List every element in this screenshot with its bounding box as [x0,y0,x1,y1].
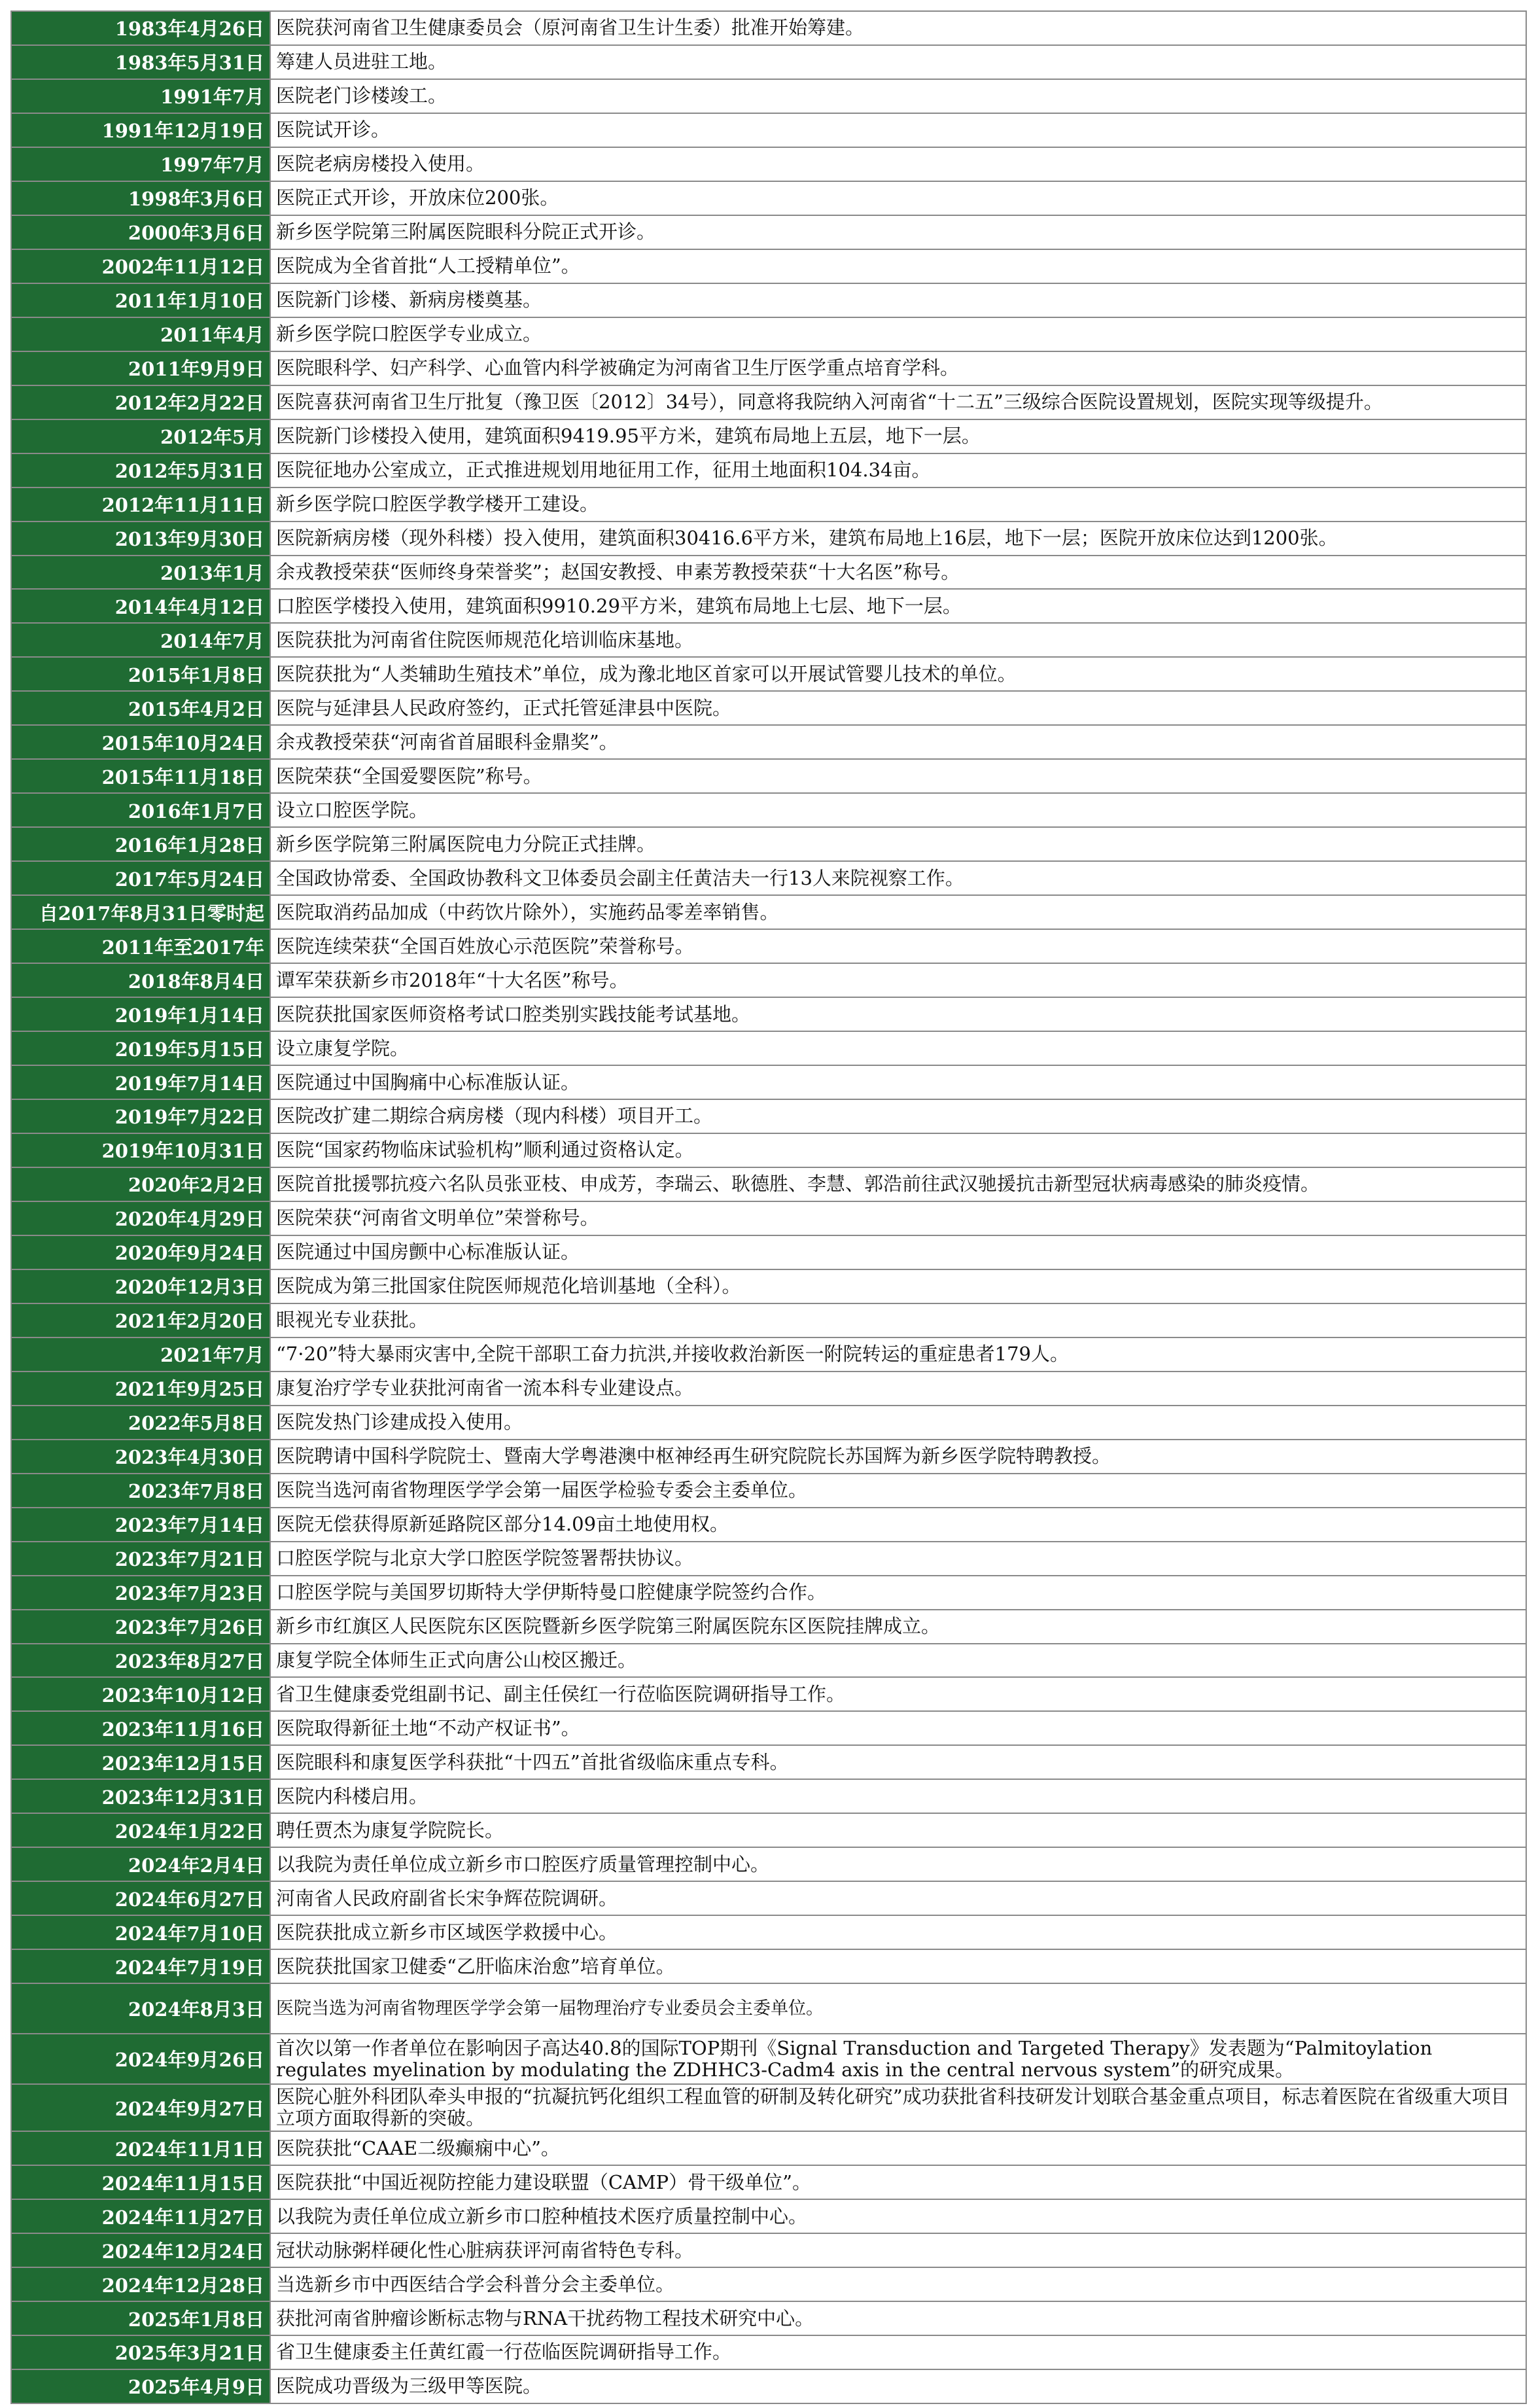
timeline-row [11,1542,1526,1576]
timeline-date: 2021年7月 [11,1337,270,1372]
timeline-event: 医院心脏外科团队牵头申报的“抗凝抗钙化组织工程血管的研制及转化研究”成功获批省科技研发计划联合基金重点项目，标志着医院在省级重大项目立项方面取得新的突破。 [270,2084,1526,2131]
timeline-event: 新乡医学院第三附属医院电力分院正式挂牌。 [270,827,1526,861]
timeline-event: 医院眼科和康复医学科获批“十四五”首批省级临床重点专科。 [270,1745,1526,1779]
timeline-event: 冠状动脉粥样硬化性心脏病获评河南省特色专科。 [270,2233,1526,2267]
timeline-date: 2025年4月9日 [11,2369,270,2403]
timeline-row [11,1915,1526,1949]
timeline-event: 医院取得新征土地“不动产权证书”。 [270,1711,1526,1745]
timeline-row [11,1745,1526,1779]
timeline-row [11,2131,1526,2165]
timeline-row [11,1881,1526,1915]
timeline-row [11,1337,1526,1372]
timeline-row [11,1303,1526,1337]
timeline-row [11,1949,1526,1983]
timeline-date: 2019年5月15日 [11,1031,270,1065]
timeline-date: 2024年9月27日 [11,2084,270,2131]
timeline-date: 2015年1月8日 [11,657,270,691]
timeline-row [11,522,1526,556]
timeline-event: 医院获批“CAAE二级癫痫中心”。 [270,2131,1526,2165]
timeline-date: 2017年5月24日 [11,861,270,895]
timeline-date: 2023年4月30日 [11,1440,270,1474]
timeline-row [11,1440,1526,1474]
timeline-row [11,45,1526,79]
timeline-date: 2011年1月10日 [11,283,270,317]
timeline-row [11,759,1526,793]
timeline-date: 2021年2月20日 [11,1303,270,1337]
timeline-row [11,1644,1526,1678]
timeline-event: 医院征地办公室成立，正式推进规划用地征用工作，征用土地面积104.34亩。 [270,453,1526,487]
timeline-date: 2024年6月27日 [11,1881,270,1915]
timeline-date: 2015年4月2日 [11,691,270,725]
timeline-row [11,1269,1526,1303]
timeline-date: 2021年9月25日 [11,1372,270,1406]
timeline-event: 医院通过中国房颤中心标准版认证。 [270,1235,1526,1269]
timeline-event: 医院内科楼启用。 [270,1779,1526,1813]
timeline-event: 设立口腔医学院。 [270,793,1526,827]
hospital-history-timeline-table [10,10,1527,2404]
timeline-row [11,1406,1526,1440]
timeline-row [11,997,1526,1031]
timeline-row [11,249,1526,283]
timeline-date: 2013年1月 [11,556,270,590]
timeline-event: 河南省人民政府副省长宋争辉莅院调研。 [270,1881,1526,1915]
timeline-event: 医院新病房楼（现外科楼）投入使用，建筑面积30416.6平方米，建筑布局地上16层，地下一层；医院开放床位达到1200张。 [270,522,1526,556]
timeline-row [11,691,1526,725]
timeline-date: 2023年7月23日 [11,1576,270,1610]
timeline-event: 医院新门诊楼、新病房楼奠基。 [270,283,1526,317]
timeline-event: 医院首批援鄂抗疫六名队员张亚枝、申成芳，李瑞云、耿德胜、李慧、郭浩前往武汉驰援抗击新型冠状病毒感染的肺炎疫情。 [270,1167,1526,1201]
timeline-event: 医院老门诊楼竣工。 [270,79,1526,113]
timeline-row [11,2267,1526,2301]
timeline-event: 筹建人员进驻工地。 [270,45,1526,79]
timeline-date: 2024年2月4日 [11,1847,270,1881]
timeline-date: 2024年8月3日 [11,1983,270,2034]
timeline-row [11,2199,1526,2233]
timeline-event: 医院成功晋级为三级甲等医院。 [270,2369,1526,2403]
timeline-event: 口腔医学院与美国罗切斯特大学伊斯特曼口腔健康学院签约合作。 [270,1576,1526,1610]
timeline-date: 2020年9月24日 [11,1235,270,1269]
timeline-row [11,1610,1526,1644]
timeline-event: 医院发热门诊建成投入使用。 [270,1406,1526,1440]
timeline-event: 聘任贾杰为康复学院院长。 [270,1813,1526,1847]
timeline-row [11,215,1526,249]
timeline-event: 余戎教授荣获“河南省首届眼科金鼎奖”。 [270,725,1526,759]
timeline-row [11,1576,1526,1610]
timeline-event: 口腔医学院与北京大学口腔医学院签署帮扶协议。 [270,1542,1526,1576]
timeline-date: 2023年12月31日 [11,1779,270,1813]
timeline-row [11,147,1526,181]
timeline-date: 2024年11月15日 [11,2165,270,2199]
timeline-event: 医院获批“中国近视防控能力建设联盟（CAMP）骨干级单位”。 [270,2165,1526,2199]
timeline-body [11,11,1526,2403]
timeline-event: 医院正式开诊，开放床位200张。 [270,181,1526,215]
timeline-date: 2024年12月24日 [11,2233,270,2267]
timeline-event: 医院当选河南省物理医学学会第一届医学检验专委会主委单位。 [270,1474,1526,1508]
timeline-date: 2014年4月12日 [11,589,270,623]
timeline-row [11,283,1526,317]
timeline-event: 新乡医学院第三附属医院眼科分院正式开诊。 [270,215,1526,249]
timeline-event: 新乡医学院口腔医学专业成立。 [270,317,1526,351]
timeline-event: 全国政协常委、全国政协教科文卫体委员会副主任黄洁夫一行13人来院视察工作。 [270,861,1526,895]
timeline-event: 省卫生健康委主任黄红霞一行莅临医院调研指导工作。 [270,2335,1526,2369]
timeline-row [11,1983,1526,2034]
timeline-row [11,623,1526,657]
timeline-row [11,487,1526,522]
timeline-event: 医院获批国家医师资格考试口腔类别实践技能考试基地。 [270,997,1526,1031]
timeline-row [11,2034,1526,2084]
timeline-row [11,419,1526,453]
timeline-event: 康复治疗学专业获批河南省一流本科专业建设点。 [270,1372,1526,1406]
timeline-row [11,1508,1526,1542]
timeline-date: 2023年7月14日 [11,1508,270,1542]
timeline-event: 余戎教授荣获“医师终身荣誉奖”；赵国安教授、申素芳教授荣获“十大名医”称号。 [270,556,1526,590]
timeline-event: 以我院为责任单位成立新乡市口腔种植技术医疗质量控制中心。 [270,2199,1526,2233]
timeline-date: 2023年8月27日 [11,1644,270,1678]
timeline-date: 2022年5月8日 [11,1406,270,1440]
timeline-date: 2024年11月27日 [11,2199,270,2233]
timeline-event: 医院改扩建二期综合病房楼（现内科楼）项目开工。 [270,1099,1526,1133]
timeline-date: 2016年1月7日 [11,793,270,827]
timeline-date: 2020年4月29日 [11,1201,270,1235]
timeline-event: 口腔医学楼投入使用，建筑面积9910.29平方米，建筑布局地上七层、地下一层。 [270,589,1526,623]
timeline-date: 2025年1月8日 [11,2301,270,2335]
timeline-row [11,963,1526,997]
timeline-date: 2023年7月26日 [11,1610,270,1644]
timeline-date: 自2017年8月31日零时起 [11,895,270,929]
timeline-row [11,453,1526,487]
timeline-event: 康复学院全体师生正式向唐公山校区搬迁。 [270,1644,1526,1678]
timeline-event: 设立康复学院。 [270,1031,1526,1065]
timeline-date: 1998年3月6日 [11,181,270,215]
timeline-row [11,1711,1526,1745]
timeline-date: 2016年1月28日 [11,827,270,861]
timeline-row [11,657,1526,691]
timeline-event: 医院“国家药物临床试验机构”顺利通过资格认定。 [270,1133,1526,1167]
timeline-row [11,1133,1526,1167]
timeline-row [11,725,1526,759]
timeline-event: 医院成为全省首批“人工授精单位”。 [270,249,1526,283]
timeline-event: 获批河南省肿瘤诊断标志物与RNA干扰药物工程技术研究中心。 [270,2301,1526,2335]
timeline-event: 医院荣获“全国爱婴医院”称号。 [270,759,1526,793]
timeline-event: 医院老病房楼投入使用。 [270,147,1526,181]
timeline-event: 以我院为责任单位成立新乡市口腔医疗质量管理控制中心。 [270,1847,1526,1881]
timeline-event: 医院通过中国胸痛中心标准版认证。 [270,1065,1526,1099]
timeline-date: 2014年7月 [11,623,270,657]
timeline-date: 2012年5月 [11,419,270,453]
timeline-event: 医院取消药品加成（中药饮片除外），实施药品零差率销售。 [270,895,1526,929]
timeline-event: 医院与延津县人民政府签约，正式托管延津县中医院。 [270,691,1526,725]
timeline-date: 2019年10月31日 [11,1133,270,1167]
timeline-event: 谭军荣获新乡市2018年“十大名医”称号。 [270,963,1526,997]
timeline-event: 医院成为第三批国家住院医师规范化培训基地（全科）。 [270,1269,1526,1303]
timeline-row [11,1677,1526,1711]
timeline-event: 医院喜获河南省卫生厅批复（豫卫医〔2012〕34号），同意将我院纳入河南省“十二五”三级综合医院设置规划，医院实现等级提升。 [270,385,1526,419]
timeline-date: 2023年10月12日 [11,1677,270,1711]
timeline-row [11,1031,1526,1065]
timeline-date: 2023年12月15日 [11,1745,270,1779]
timeline-row [11,2233,1526,2267]
timeline-row [11,181,1526,215]
timeline-row [11,589,1526,623]
timeline-row [11,385,1526,419]
timeline-row [11,2165,1526,2199]
timeline-row [11,1065,1526,1099]
timeline-date: 2024年11月1日 [11,2131,270,2165]
timeline-row [11,1167,1526,1201]
timeline-date: 2000年3月6日 [11,215,270,249]
timeline-date: 2019年7月22日 [11,1099,270,1133]
timeline-row [11,1847,1526,1881]
timeline-row [11,1099,1526,1133]
timeline-row [11,2084,1526,2131]
timeline-event: 医院当选为河南省物理医学学会第一届物理治疗专业委员会主委单位。 [270,1983,1526,2034]
timeline-event: 新乡医学院口腔医学教学楼开工建设。 [270,487,1526,522]
timeline-event: 医院聘请中国科学院院士、暨南大学粤港澳中枢神经再生研究院院长苏国辉为新乡医学院特聘教授。 [270,1440,1526,1474]
timeline-row [11,1372,1526,1406]
timeline-date: 2015年11月18日 [11,759,270,793]
timeline-date: 2011年至2017年 [11,929,270,963]
timeline-event: 医院获批为河南省住院医师规范化培训临床基地。 [270,623,1526,657]
timeline-row [11,351,1526,385]
timeline-row [11,113,1526,147]
timeline-date: 2024年1月22日 [11,1813,270,1847]
timeline-date: 2023年11月16日 [11,1711,270,1745]
timeline-row [11,827,1526,861]
timeline-row [11,1813,1526,1847]
timeline-date: 2020年2月2日 [11,1167,270,1201]
timeline-event: 医院获批成立新乡市区域医学救援中心。 [270,1915,1526,1949]
timeline-date: 2023年7月8日 [11,1474,270,1508]
timeline-date: 2019年1月14日 [11,997,270,1031]
timeline-date: 2019年7月14日 [11,1065,270,1099]
timeline-row [11,793,1526,827]
timeline-date: 2024年9月26日 [11,2034,270,2084]
timeline-event: 医院新门诊楼投入使用，建筑面积9419.95平方米，建筑布局地上五层，地下一层。 [270,419,1526,453]
timeline-date: 2018年8月4日 [11,963,270,997]
timeline-date: 1991年12月19日 [11,113,270,147]
timeline-date: 1991年7月 [11,79,270,113]
timeline-date: 2023年7月21日 [11,1542,270,1576]
timeline-date: 2015年10月24日 [11,725,270,759]
timeline-event: 医院荣获“河南省文明单位”荣誉称号。 [270,1201,1526,1235]
timeline-row [11,317,1526,351]
timeline-event: 医院获河南省卫生健康委员会（原河南省卫生计生委）批准开始筹建。 [270,11,1526,45]
timeline-row [11,2335,1526,2369]
timeline-event: 医院获批为“人类辅助生殖技术”单位，成为豫北地区首家可以开展试管婴儿技术的单位。 [270,657,1526,691]
timeline-row [11,11,1526,45]
timeline-row [11,2301,1526,2335]
timeline-event: 医院试开诊。 [270,113,1526,147]
timeline-row [11,929,1526,963]
timeline-date: 2024年7月10日 [11,1915,270,1949]
timeline-row [11,861,1526,895]
timeline-event: 省卫生健康委党组副书记、副主任侯红一行莅临医院调研指导工作。 [270,1677,1526,1711]
timeline-event: 医院眼科学、妇产科学、心血管内科学被确定为河南省卫生厅医学重点培育学科。 [270,351,1526,385]
timeline-date: 2013年9月30日 [11,522,270,556]
timeline-event: 医院获批国家卫健委“乙肝临床治愈”培育单位。 [270,1949,1526,1983]
timeline-row [11,1779,1526,1813]
timeline-event: “7·20”特大暴雨灾害中,全院干部职工奋力抗洪,并接收救治新医一附院转运的重症患者179人。 [270,1337,1526,1372]
timeline-date: 1997年7月 [11,147,270,181]
timeline-date: 1983年4月26日 [11,11,270,45]
timeline-date: 1983年5月31日 [11,45,270,79]
timeline-date: 2011年9月9日 [11,351,270,385]
timeline-row [11,1201,1526,1235]
timeline-date: 2025年3月21日 [11,2335,270,2369]
timeline-date: 2012年5月31日 [11,453,270,487]
timeline-event: 首次以第一作者单位在影响因子高达40.8的国际TOP期刊《Signal Transduction and Targeted Therapy》发表题为“Palmitoylation regulates myelination by modulating the ZDHHC3-Cadm4 axis in the central nervous system”的研究成果。 [270,2034,1526,2084]
timeline-event: 眼视光专业获批。 [270,1303,1526,1337]
timeline-date: 2020年12月3日 [11,1269,270,1303]
timeline-event: 当选新乡市中西医结合学会科普分会主委单位。 [270,2267,1526,2301]
timeline-date: 2011年4月 [11,317,270,351]
timeline-date: 2012年11月11日 [11,487,270,522]
timeline-date: 2024年7月19日 [11,1949,270,1983]
timeline-date: 2002年11月12日 [11,249,270,283]
timeline-row [11,1474,1526,1508]
timeline-row [11,556,1526,590]
timeline-event: 医院无偿获得原新延路院区部分14.09亩土地使用权。 [270,1508,1526,1542]
timeline-row [11,2369,1526,2403]
timeline-date: 2024年12月28日 [11,2267,270,2301]
timeline-date: 2012年2月22日 [11,385,270,419]
timeline-event: 新乡市红旗区人民医院东区医院暨新乡医学院第三附属医院东区医院挂牌成立。 [270,1610,1526,1644]
timeline-row [11,895,1526,929]
timeline-row [11,1235,1526,1269]
timeline-row [11,79,1526,113]
timeline-event: 医院连续荣获“全国百姓放心示范医院”荣誉称号。 [270,929,1526,963]
